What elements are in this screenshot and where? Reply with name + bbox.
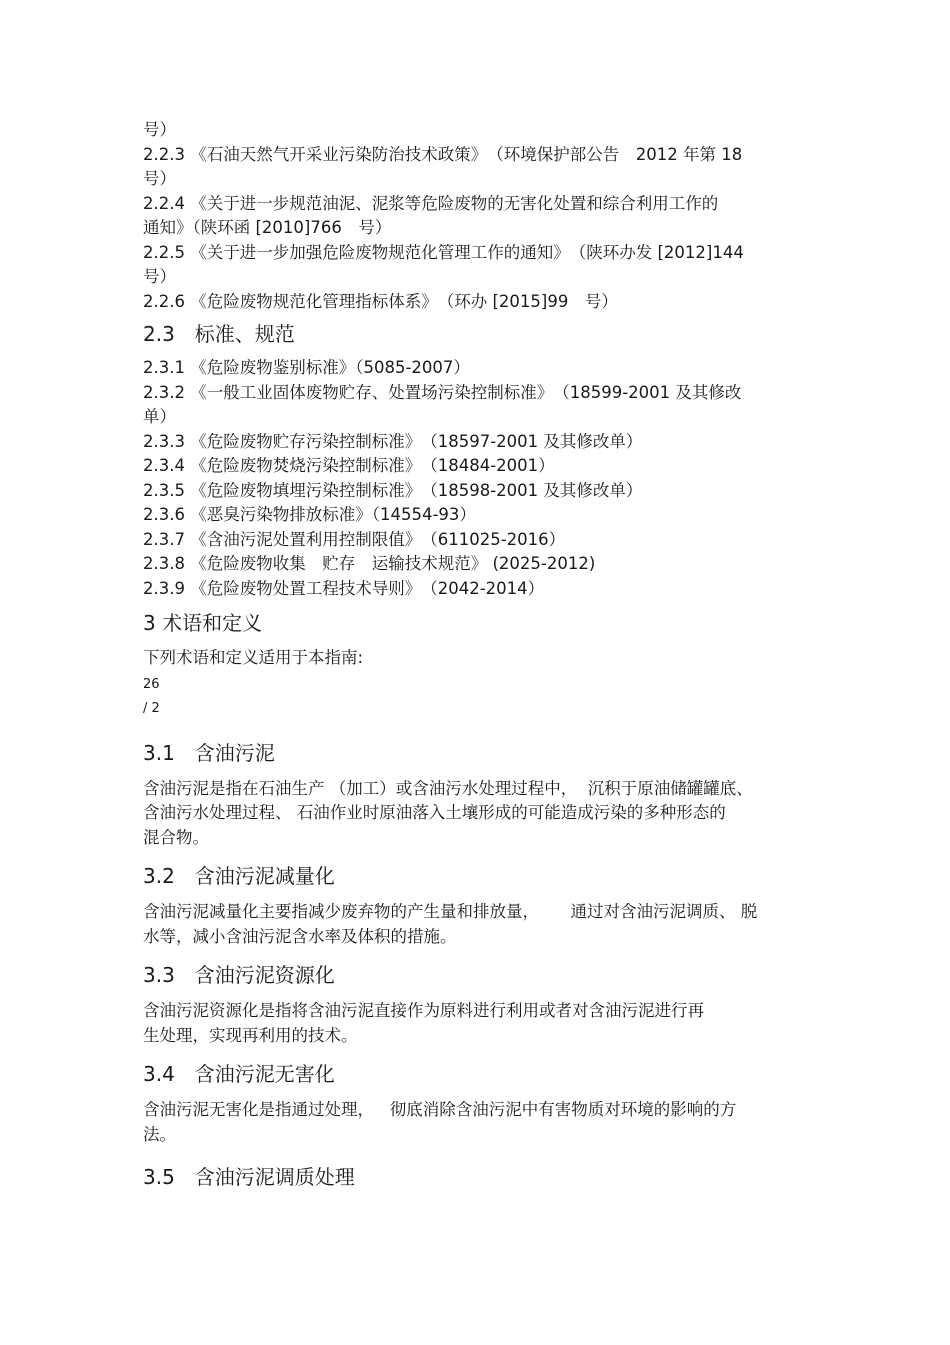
section-heading-2-3: 2.3 标准、规范 (143, 322, 295, 346)
text-line: 单） (143, 407, 176, 426)
text-line: 号） (143, 169, 176, 188)
definition-paragraph-3-4 (143, 1098, 823, 1147)
section-heading-3: 3 术语和定义 (143, 611, 263, 635)
definition-paragraph-3-3 (143, 999, 823, 1048)
reference-item-2-2-4: 2.2.4 《关于进一步规范油泥、泥浆等危险废物的无害化处置和综合利用工作的 (143, 193, 719, 213)
paragraph-line: 含油污泥是指在石油生产 （加工）或含油污水处理过程中， 沉积于原油储罐罐底、 (143, 778, 753, 798)
text-line: 号） (143, 267, 176, 286)
paragraph-line: 含油污泥减量化主要指减少废弃物的产生量和排放量， 通过对含油污泥调质、 脱 (143, 902, 758, 921)
standard-item-2-3-7: 2.3.7 《含油污泥处置利用控制限值》 （611025-2016） (143, 529, 566, 549)
document-page (143, 118, 823, 1191)
standard-item-2-3-8: 2.3.8 《危险废物收集 贮存 运输技术规范》 (2025-2012) (143, 554, 596, 573)
reference-list-2-2 (143, 118, 823, 314)
page-number: 26 (143, 676, 160, 692)
reference-item-2-2-6: 2.2.6 《危险废物规范化管理指标体系》 （环办 [2015]99 号） (143, 291, 618, 311)
standard-item-2-3-1: 2.3.1 《危险废物鉴别标准》（5085-2007） (143, 358, 470, 377)
standard-item-2-3-3: 2.3.3 《危险废物贮存污染控制标准》 （18597-2001 及其修改单） (143, 431, 643, 451)
reference-item-2-2-5: 2.2.5 《关于进一步加强危险废物规范化管理工作的通知》 （陕环办发 [2012]144 (143, 242, 744, 262)
definition-paragraph-3-2 (143, 900, 823, 949)
page-total: / 2 (143, 700, 160, 716)
section-intro: 下列术语和定义适用于本指南: (143, 648, 364, 667)
section-heading-3-3: 3.3 含油污泥资源化 (143, 963, 335, 987)
standard-item-2-3-2: 2.3.2 《一般工业固体废物贮存、处置场污染控制标准》 （18599-2001 及其修改 (143, 382, 742, 402)
paragraph-line: 含油污水处理过程、 石油作业时原油落入土壤形成的可能造成污染的多种形态的 (143, 803, 726, 822)
standard-item-2-3-5: 2.3.5 《危险废物填埋污染控制标准》 （18598-2001 及其修改单） (143, 480, 643, 500)
text-line: 号） (143, 120, 176, 139)
text-line: 通知》（陕环函 [2010]766 号） (143, 218, 392, 237)
standard-item-2-3-6: 2.3.6 《恶臭污染物排放标准》（14554-93） (143, 505, 476, 524)
paragraph-line: 生处理，实现再利用的技术。 (143, 1025, 358, 1045)
paragraph-line: 含油污泥无害化是指通过处理， 彻底消除含油污泥中有害物质对环境的影响的方 (143, 1100, 737, 1119)
section-heading-3-4: 3.4 含油污泥无害化 (143, 1062, 335, 1086)
paragraph-line: 法。 (143, 1124, 176, 1144)
standards-list-2-3 (143, 356, 823, 601)
paragraph-line: 水等，减小含油污泥含水率及体积的措施。 (143, 926, 457, 946)
reference-item-2-2-3: 2.2.3 《石油天然气开采业污染防治技术政策》 （环境保护部公告 2012 年第 18 (143, 144, 743, 164)
paragraph-line: 混合物。 (143, 827, 209, 847)
section-heading-3-1: 3.1 含油污泥 (143, 740, 275, 765)
section-heading-3-5: 3.5 含油污泥调质处理 (143, 1165, 355, 1189)
definition-paragraph-3-1 (143, 777, 823, 851)
section-heading-3-2: 3.2 含油污泥减量化 (143, 864, 335, 888)
paragraph-line: 含油污泥资源化是指将含油污泥直接作为原料进行利用或者对含油污泥进行再 (143, 1001, 704, 1020)
standard-item-2-3-4: 2.3.4 《危险废物焚烧污染控制标准》 （18484-2001） (143, 456, 555, 475)
standard-item-2-3-9: 2.3.9 《危险废物处置工程技术导则》 （2042-2014） (143, 578, 545, 598)
